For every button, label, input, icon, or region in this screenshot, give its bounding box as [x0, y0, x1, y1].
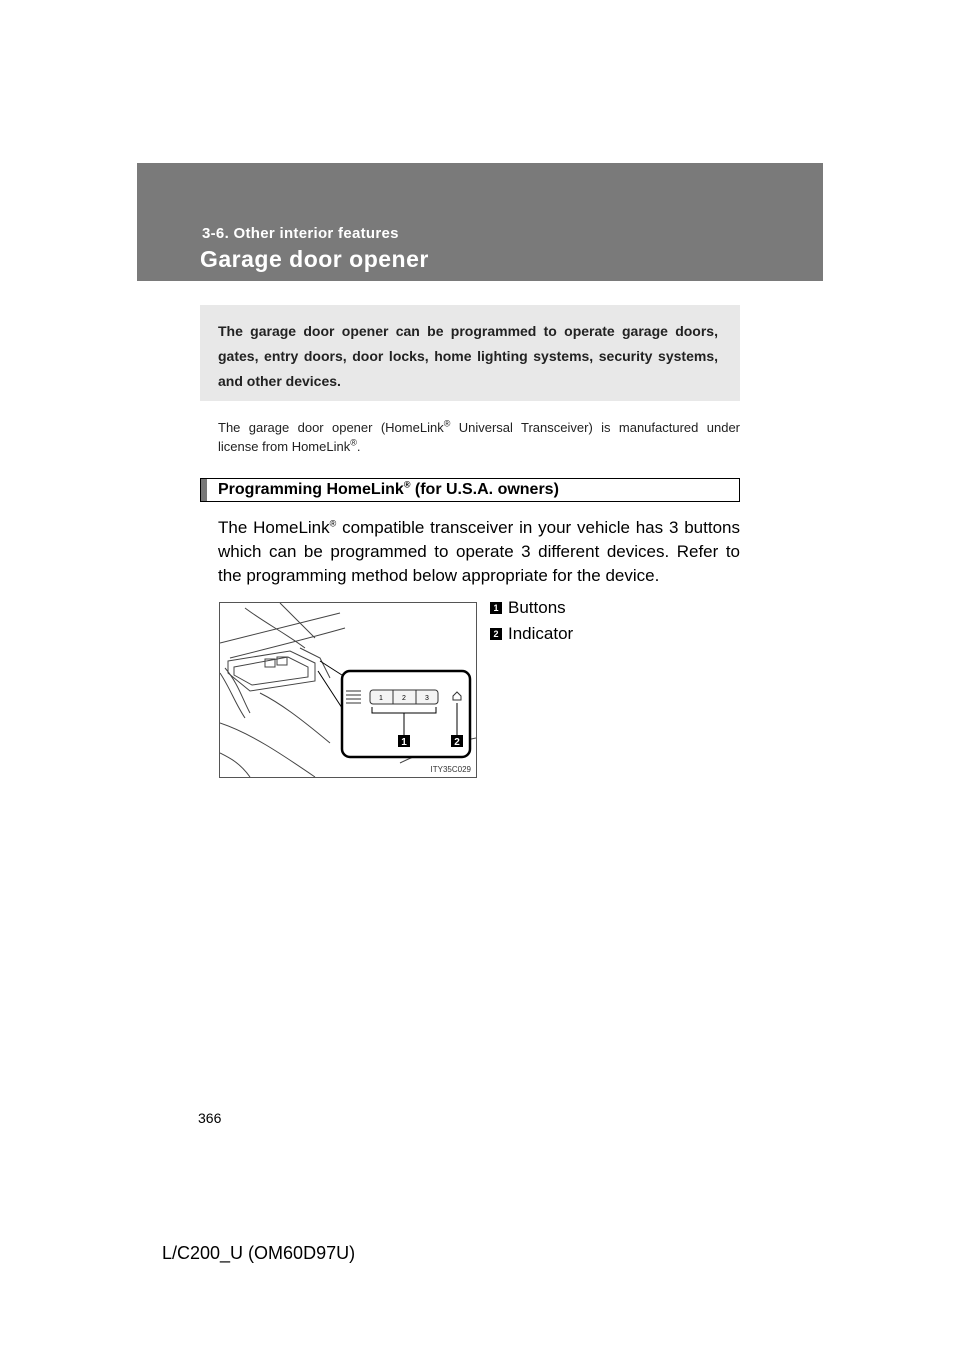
- button-3-label: 3: [425, 695, 429, 702]
- section-label: 3-6. Other interior features: [202, 225, 399, 242]
- intro-text: The garage door opener can be programmed to operate garage doors, gates, entry doors, door locks, home lighting systems, security systems, and other devices.: [218, 323, 718, 389]
- legend-label: Buttons: [508, 598, 566, 617]
- figure-code: ITY35C029: [430, 765, 471, 774]
- button-1-label: 1: [379, 695, 383, 702]
- legend-number: 1: [490, 602, 502, 614]
- legend-label: Indicator: [508, 624, 574, 643]
- body-paragraph: The HomeLink® compatible transceiver in your vehicle has 3 buttons which can be programmed to operate 3 different devices. Refer to the programming method below appropriate for the device.: [218, 518, 740, 585]
- heading-bar: [201, 479, 207, 501]
- license-note: The garage door opener (HomeLink® Universal Transceiver) is manufactured under license from HomeLink®.: [218, 418, 741, 454]
- homelink-illustration: [219, 602, 477, 778]
- section-heading: [200, 478, 740, 502]
- legend-item-indicator: [490, 624, 573, 644]
- legend-number: 2: [490, 628, 502, 640]
- callout-1-text: 1: [401, 737, 407, 748]
- overhead-console-drawing: [220, 603, 476, 777]
- button-2-label: 2: [402, 695, 406, 702]
- page-number: 366: [198, 1110, 222, 1126]
- footer-code: L/C200_U (OM60D97U): [162, 1243, 356, 1263]
- page-title: Garage door opener: [200, 246, 429, 272]
- legend-item-buttons: [490, 598, 566, 618]
- section-heading-text: Programming HomeLink® (for U.S.A. owners): [218, 479, 559, 498]
- callout-2-text: 2: [454, 737, 460, 748]
